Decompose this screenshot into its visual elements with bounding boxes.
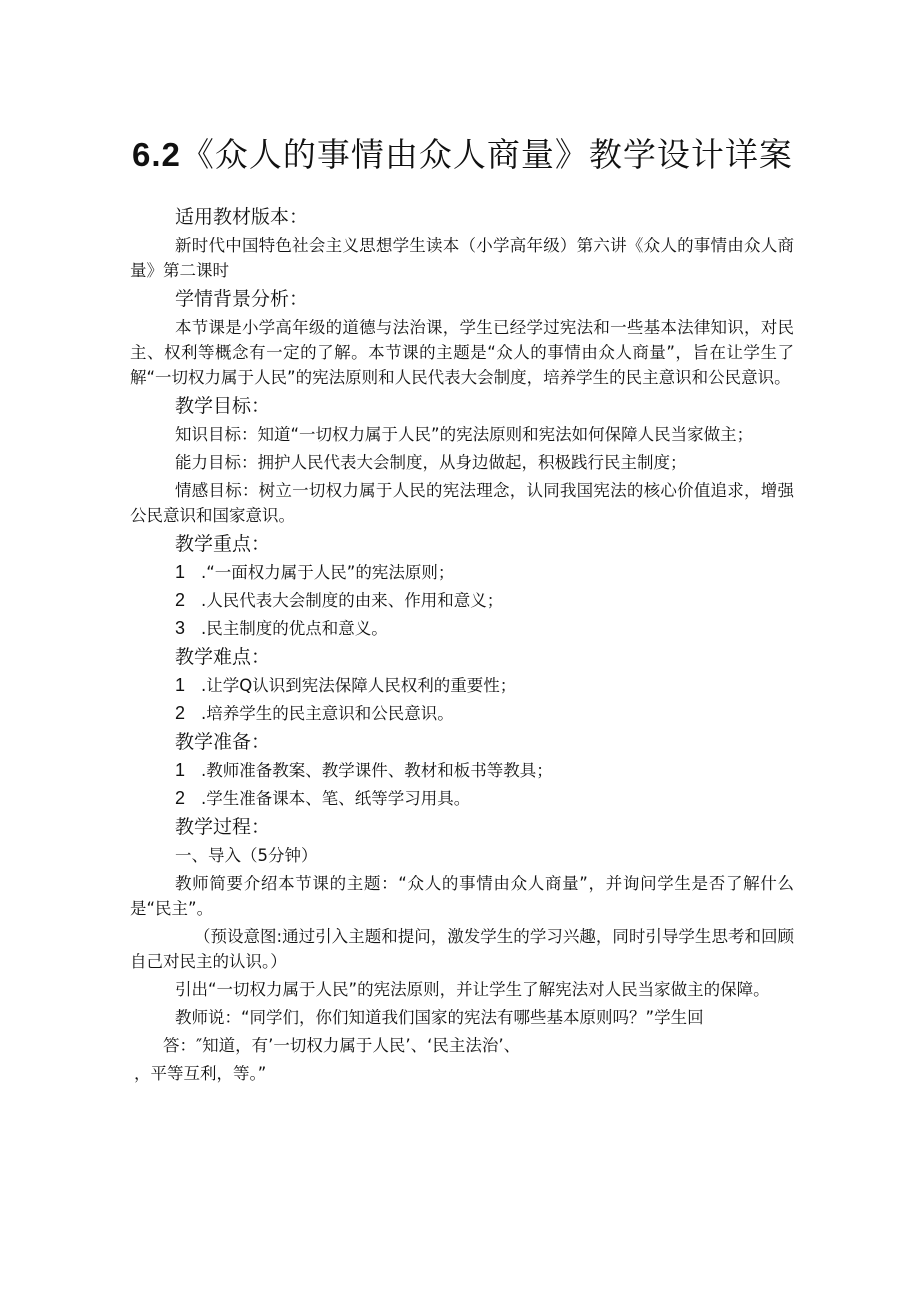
process-lead: 引出“一切权力属于人民”的宪法原则，并让学生了解宪法对人民当家做主的保障。 bbox=[175, 980, 770, 999]
objective-ability: 能力目标：拥护人民代表大会制度，从身边做起，积极践行民主制度； bbox=[175, 453, 687, 472]
process-answer-line2: ，平等互利，等。” bbox=[134, 1064, 267, 1083]
preparation-heading: 教学准备： bbox=[175, 731, 271, 753]
objective-emotion: 情感目标：树立一切权力属于人民的宪法理念，认同我国宪法的核心价值追求，增强公民意识和国家意识。 bbox=[130, 481, 794, 525]
list-item: 2 .培养学生的民主意识和公民意识。 bbox=[175, 703, 454, 723]
process-teacher-says: 教师说：“同学们，你们知道我们国家的宪法有哪些基本原则吗？”学生回 bbox=[175, 1008, 704, 1027]
list-item: 1 .教师准备教案、教学课件、教材和板书等教具； bbox=[175, 760, 553, 780]
title-text: 《众人的事情由众人商量》教学设计详案 bbox=[180, 135, 793, 174]
page-title bbox=[132, 133, 832, 177]
objectives-heading: 教学目标： bbox=[175, 395, 271, 417]
list-item: 2 .人民代表大会制度的由来、作用和意义； bbox=[175, 590, 504, 610]
list-item: 1 .“一面权力属于人民”的宪法原则； bbox=[175, 562, 455, 582]
list-item: 2 .学生准备课本、笔、纸等学习用具。 bbox=[175, 788, 471, 808]
list-item: 3 .民主制度的优点和意义。 bbox=[175, 618, 388, 638]
list-item: 1 .让学Q认识到宪法保障人民权利的重要性； bbox=[175, 675, 517, 695]
process-intent: （预设意图:通过引入主题和提问，激发学生的学习兴趣，同时引导学生思考和回顾自己对民主的认识。） bbox=[130, 927, 794, 971]
process-heading: 教学过程： bbox=[175, 816, 271, 838]
key-points-heading: 教学重点： bbox=[175, 533, 271, 555]
textbook-body: 新时代中国特色社会主义思想学生读本（小学高年级）第六讲《众人的事情由众人商量》第二课时 bbox=[130, 236, 794, 280]
background-heading: 学情背景分析： bbox=[175, 288, 309, 310]
process-step-intro-title: 一、导入（5分钟） bbox=[175, 846, 318, 865]
document-body bbox=[130, 204, 794, 1086]
title-number: 6.2 bbox=[132, 136, 181, 173]
background-body: 本节课是小学高年级的道德与法治课，学生已经学过宪法和一些基本法律知识，对民主、权利等概念有一定的了解。本节课的主题是“众人的事情由众人商量”，旨在让学生了解“一切权力属于人民”的宪法原则和人民代表大会制度，培养学生的民主意识和公民意识。 bbox=[130, 318, 794, 387]
process-answer-line1: 答：″知道，有’一切权力属于人民’、‘民主法治’、 bbox=[163, 1036, 521, 1055]
process-intro: 教师简要介绍本节课的主题：“众人的事情由众人商量”，并询问学生是否了解什么是“民主”。 bbox=[130, 874, 794, 918]
textbook-heading: 适用教材版本： bbox=[175, 206, 309, 228]
objective-knowledge: 知识目标：知道“一切权力属于人民”的宪法原则和宪法如何保障人民当家做主； bbox=[175, 425, 754, 444]
difficulties-heading: 教学难点： bbox=[175, 646, 271, 668]
